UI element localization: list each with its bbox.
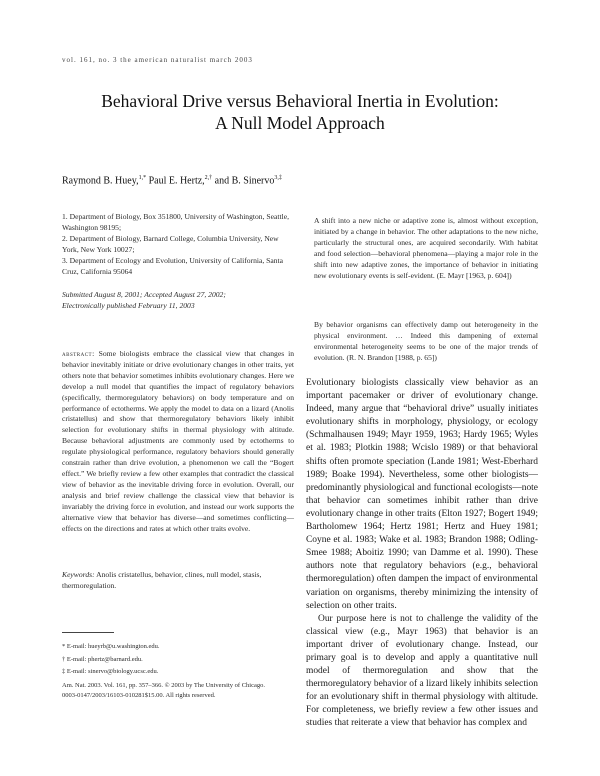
epigraph-brandon-text: By behavior organisms can effectively damp out heterogeneity in the physical environment. … Indeed this dampening of external environmental heterogeneity seems to be one of the major trends of evolution. (R. N. Brandon [1988, p. 65]) — [314, 320, 538, 362]
body-paragraph-2: Our purpose here is not to challenge the validity of the classical view (e.g., Mayr 1963) that behavior is an important driver of evolutionary change. Instead, our primary goal is to develop and apply a quantitative null model of thermoregulation and show that the thermoregulatory behavior of a lizard likely inhibits selection for an evolutionary shift in thermal physiology with altitude. For completeness, we briefly review a few other issues and studies that reiterate a view that behavior has complex and — [306, 613, 538, 729]
affiliation-2: 2. Department of Biology, Barnard College, Columbia University, New York, New York 10027; — [62, 233, 279, 254]
running-head: vol. 161, no. 3 the american naturalist march 2003 — [62, 56, 253, 64]
epigraph-mayr-text: A shift into a new niche or adaptive zone is, almost without exception, initiated by a change in behavior. The other adaptations to the new niche, particularly the structural ones, are acquired secondarily. With habitat and food selection—behavioral phenomena—playing a major role in the shift into new adaptive zones, the importance of behavior in initiating new evolutionary events is self-evident. (E. Mayr [1963, p. 604]) — [314, 216, 538, 280]
keywords — [62, 570, 294, 592]
author-hertz: Paul E. Hertz, — [148, 175, 205, 187]
author-list — [62, 175, 282, 186]
footnote-rule — [62, 632, 114, 633]
affiliation-1: 1. Department of Biology, Box 351800, University of Washington, Seattle, Washington 98195; — [62, 212, 289, 232]
body-text — [306, 377, 538, 731]
abstract — [62, 349, 294, 534]
citation-line-1: Am. Nat. 2003. Vol. 161, pp. 357–366. © 2003 by The University of Chicago. — [62, 682, 265, 689]
affiliation-3: 3. Department of Ecology and Evolution, University of California, Santa Cruz, California 95064 — [62, 255, 284, 276]
dates — [62, 290, 294, 312]
citation — [62, 681, 302, 701]
title-line-1: Behavioral Drive versus Behavioral Inertia in Evolution: — [101, 91, 499, 111]
title-line-2: A Null Model Approach — [215, 113, 385, 133]
author-hertz-mark: 2,† — [204, 175, 213, 181]
abstract-label: abstract: — [62, 349, 95, 358]
submitted-date: Submitted August 8, 2001; Accepted August 27, 2002; — [62, 290, 226, 299]
author-sinervo: and B. Sinervo — [214, 175, 275, 187]
epigraph-mayr — [314, 216, 538, 281]
author-huey: Raymond B. Huey, — [62, 175, 139, 187]
author-sinervo-mark: 3,‡ — [274, 175, 282, 181]
keywords-text: Anolis cristatellus, behavior, clines, null model, stasis, thermoregulation. — [62, 570, 262, 590]
body-paragraph-1: Evolutionary biologists classically view behavior as an important pacemaker or driver of evolutionary change. Indeed, many argue that “behavioral drive” usually initiates evolutionary shifts in morphology, physiology, or ecology (Schmalhausen 1949; Mayr 1959, 1963; Hardy 1965; Wyles et al. 1983; Plotkin 1988; Wcislo 1989) or that behavioral shifts often promote speciation (Lande 1981; West-Eberhard 1989; Boake 1994). Nevertheless, some other biologists—predominantly physiological and functional ecologists—note that behavior can sometimes inhibit rather than drive evolutionary change in other traits (Elton 1927; Bogert 1949; Bartholomew 1964; Hertz 1981; Hertz and Huey 1981; Coyne et al. 1983; Wake et al. 1983; Brandon 1988; Odling-Smee 1988; Aboitiz 1990; van Damme et al. 1990). These authors note that regulatory behaviors (e.g., behavioral thermoregulation) often dampen the impact of environmental variation on organisms, thereby minimizing the intensity of selection on other traits. — [306, 378, 538, 611]
citation-line-2: 0003-0147/2003/16103-010281$15.00. All rights reserved. — [62, 691, 216, 699]
footnote-huey: * E-mail: hueyrb@u.washington.edu. — [62, 643, 160, 650]
published-date: Electronically published February 11, 2003 — [62, 300, 195, 310]
footnote-hertz: † E-mail: phertz@barnard.edu. — [62, 655, 143, 663]
keywords-label: Keywords: — [62, 570, 95, 579]
footnote-sinervo: ‡ E-mail: sinervo@biology.ucsc.edu. — [62, 668, 159, 675]
abstract-text: Some biologists embrace the classical view that changes in behavior inevitably initiate or drive evolutionary changes in other traits, yet others note that behavior sometimes inhibits evolutionary changes. Here we develop a null model that quantifies the impact of regulatory behaviors (specifically, thermoregulatory behaviors) on body temperature and on performance of ectotherms. We apply the model to data on a lizard (Anolis cristatellus) and show that thermoregulatory behaviors likely inhibit selection for evolutionary shifts in thermal physiology with altitude. Because behavioral adjustments are commonly used by ectotherms to regulate physiological performance, regulatory behaviors should generally constrain rather than drive evolution, a phenomenon we call the “Bogert effect.” We briefly review a few other examples that contradict the classical view of behavior as the inevitable driving force in evolution. Overall, our analysis and brief review challenge the classical view that behavior is invariably the driving force in evolution, and instead our work supports the alternative view that behavior has diverse—and sometimes conflicting—effects on the directions and rates at which other traits evolve. — [62, 349, 295, 533]
epigraph-brandon — [314, 320, 538, 364]
footnotes — [62, 641, 294, 679]
article-title — [40, 90, 560, 134]
author-huey-mark: 1,* — [138, 175, 147, 181]
affiliations — [62, 212, 294, 277]
